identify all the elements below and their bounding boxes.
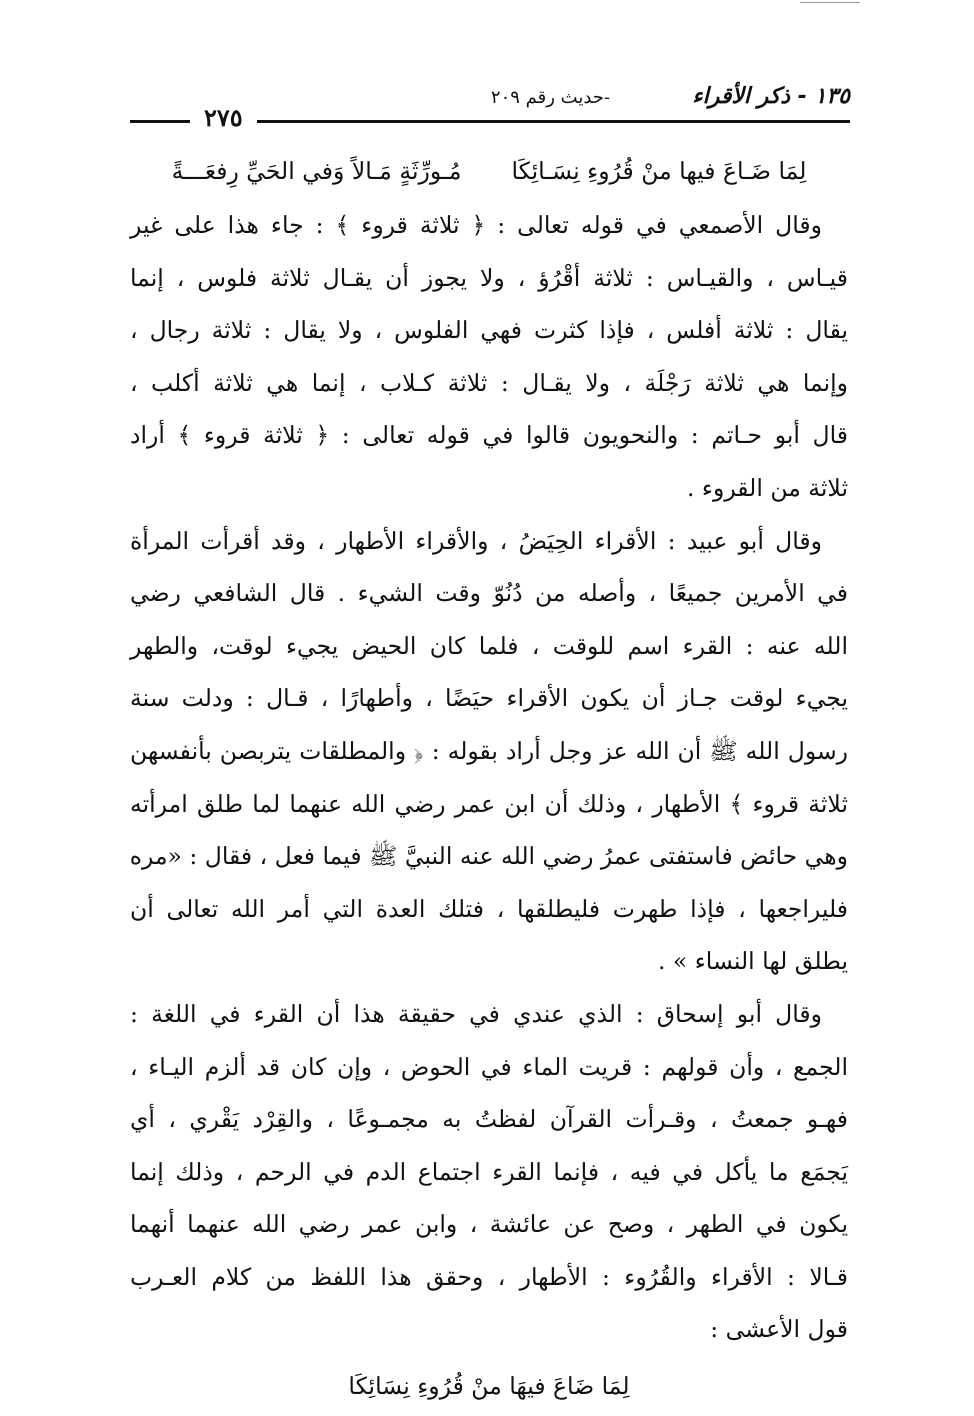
page-header xyxy=(130,82,850,132)
verse-bottom: لِمَا ضَاعَ فيهَا منْ قُرُوءِ نِسَائِكَا xyxy=(348,1372,630,1401)
text-line: وقال أبو عبيد : الأقراء الحِيَضُ ، والأقراء الأطهار ، وقد أقرأت المرأة xyxy=(130,526,822,555)
text-line: وقال الأصمعي في قوله تعالى : ﴿ ثلاثة قروء ﴾ : جاء هذا على غير xyxy=(130,211,822,239)
page-number: ٢٧٥ xyxy=(190,102,257,134)
text-line: قول الأعشى : xyxy=(710,1315,848,1344)
paragraph-asmai xyxy=(130,199,848,515)
text-line: يَجمَع ما يأكل في فيه ، فإنما القرء اجتماع الدم في الرحم ، وذلك إنما xyxy=(130,1157,848,1186)
text-line: قال أبو حـاتم : والنحويون قالوا في قوله تعالى : ﴿ ثلاثة قروء ﴾ أراد xyxy=(130,421,848,450)
paragraph-abu-ubaid xyxy=(130,515,848,988)
verse-top-right-hemistich: لِمَا ضَـاعَ فيها منْ قُرُوءِ نِسَـائِكَا xyxy=(511,157,807,185)
text-line: في الأمرين جميعًا ، وأصله من دُنُوّ وقت الشيء . قال الشافعي رضي xyxy=(130,579,848,608)
text-line: الجمع ، وأن قولهم : قريت الماء في الحوض ، وإن كان قد ألزم اليـاء ، xyxy=(130,1052,848,1081)
body-text xyxy=(130,143,848,1416)
text-line: رسول الله ﷺ أن الله عز وجل أراد بقوله : ﴿ والمطلقات يتربصن بأنفسهن xyxy=(130,736,848,765)
text-line: ثلاثة قروء ﴾ الأطهار ، وذلك أن ابن عمر رضي الله عنهما لما طلق امرأته xyxy=(130,789,848,818)
text-line: يقال : ثلاثة أفلس ، فإذا كثرت فهي الفلوس ، ولا يقال : ثلاثة رجال ، xyxy=(130,316,848,345)
text-line: وهي حائض فاستفتى عمرُ رضي الله عنه النبيَّ ﷺ فيما فعل ، فقال : «مره xyxy=(129,842,848,871)
text-line: وقال أبو إسحاق : الذي عندي في حقيقة هذا أن القرء في اللغة : xyxy=(130,999,822,1028)
text-line: قـالا : الأقراء والقُرُوء : الأطهار ، وحقق هذا اللفظ من كلام العـرب xyxy=(130,1262,848,1291)
section-title: ١٣٥ - ذكر الأقراء xyxy=(692,84,850,109)
text-line: يجيء لوقت جـاز أن يكون الأقراء حيَضًا ، وأطهارًا ، قـال : ودلت سنة xyxy=(130,684,848,713)
text-line: فليراجعها ، فإذا طهرت فليطلقها ، فتلك العدة التي أمر الله تعالى أن xyxy=(130,894,848,923)
text-line: يكون في الطهر ، وصح عن عائشة ، وابن عمر رضي الله عنهما أنهما xyxy=(130,1210,848,1239)
text-line: ثلاثة من القروء . xyxy=(686,473,848,502)
verse-top xyxy=(130,143,848,199)
hadith-number: -حديث رقم ٢٠٩ xyxy=(490,87,610,108)
top-edge-rule xyxy=(800,2,860,3)
paragraph-abu-ishaq xyxy=(130,988,848,1356)
verse-top-left-hemistich: مُـورِّثَةٍ مَـالاً وَفي الحَيِّ رِفعَـــةً xyxy=(171,157,462,185)
text-line: قيـاس ، والقيـاس : ثلاثة أقْرُؤ ، ولا يجوز أن يقـال ثلاثة فلوس ، إنما xyxy=(130,263,848,292)
text-line: يطلق لها النساء » . xyxy=(657,947,848,976)
text-line: الله عنه : القرء اسم للوقت ، فلما كان الحيض يجيء لوقت، والطهر xyxy=(130,631,848,660)
text-line: فهـو جمعتُ ، وقـرأت القرآن لفظتُ به مجمـوعًا ، والقِرْد يَقْري ، أي xyxy=(130,1105,848,1134)
text-line: وإنما هي ثلاثة رَجْلَة ، ولا يقـال : ثلاثة كـلاب ، إنما هي ثلاثة أكلب ، xyxy=(130,368,848,397)
